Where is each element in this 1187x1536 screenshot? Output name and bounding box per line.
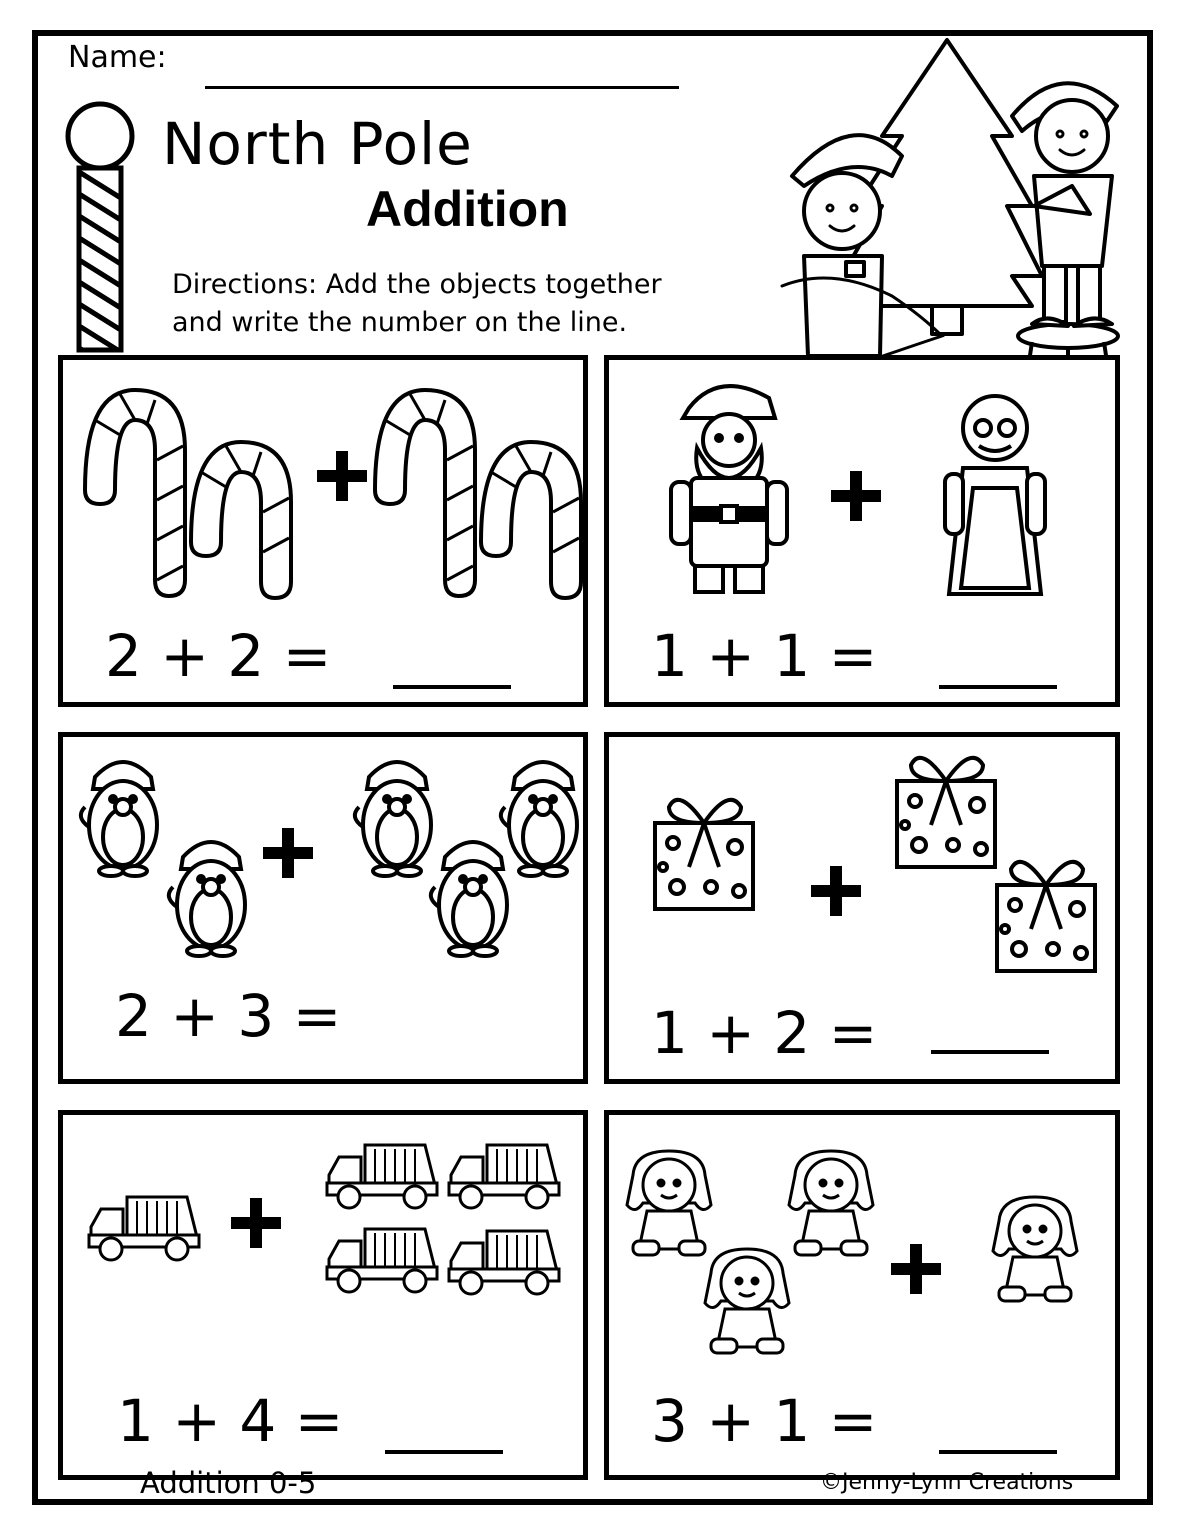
- answer-line[interactable]: [931, 1050, 1049, 1054]
- equation: 2 + 2 =: [105, 622, 332, 690]
- problem-box-penguins: [58, 732, 588, 1084]
- dump-truck-icon: [327, 1145, 437, 1208]
- problem-box-presents: [604, 732, 1120, 1084]
- name-label: Name:: [68, 40, 167, 75]
- candy-cane-pictures: [63, 360, 583, 610]
- candy-cane-icon: [85, 390, 185, 596]
- problem-box-santa: [604, 355, 1120, 707]
- equation: 2 + 3 =: [115, 982, 342, 1050]
- plus-icon: [231, 1198, 281, 1248]
- penguin-icon: [169, 842, 245, 956]
- equation: 1 + 4 =: [117, 1387, 344, 1455]
- penguin-pictures: [63, 737, 583, 987]
- truck-pictures: [63, 1115, 583, 1365]
- problem-box-candy-canes: [58, 355, 588, 707]
- dump-truck-icon: [327, 1229, 437, 1292]
- penguin-icon: [431, 842, 507, 956]
- directions-line-1: Directions: Add the objects together: [172, 269, 662, 300]
- answer-line[interactable]: [939, 1450, 1057, 1454]
- present-pictures: [609, 737, 1115, 987]
- equation: 1 + 2 =: [651, 999, 878, 1067]
- plus-icon: [891, 1244, 941, 1294]
- penguin-icon: [81, 762, 157, 876]
- present-icon: [655, 800, 753, 909]
- santa-icon: [671, 386, 787, 592]
- candy-cane-icon: [375, 390, 475, 596]
- mrs-claus-icon: [945, 396, 1045, 594]
- doll-icon: [627, 1151, 711, 1255]
- dump-truck-icon: [89, 1197, 199, 1260]
- doll-icon: [705, 1249, 789, 1353]
- answer-line[interactable]: [393, 685, 511, 689]
- dump-truck-icon: [449, 1145, 559, 1208]
- name-write-line[interactable]: [205, 86, 679, 89]
- equation: 3 + 1 =: [651, 1387, 878, 1455]
- present-icon: [997, 862, 1095, 971]
- answer-line[interactable]: [385, 1450, 503, 1454]
- answer-line[interactable]: [939, 685, 1057, 689]
- plus-icon: [263, 828, 313, 878]
- plus-icon: [831, 471, 881, 521]
- directions: [172, 266, 772, 342]
- directions-line-2: and write the number on the line.: [172, 307, 628, 338]
- equation: 1 + 1 =: [651, 622, 878, 690]
- title-addition: Addition: [366, 181, 569, 237]
- candy-cane-icon: [481, 442, 581, 598]
- present-icon: [897, 758, 995, 867]
- problem-box-dolls: [604, 1110, 1120, 1480]
- penguin-icon: [355, 762, 431, 876]
- plus-icon: [317, 451, 367, 501]
- problem-box-trucks: [58, 1110, 588, 1480]
- penguin-icon: [501, 762, 577, 876]
- doll-pictures: [609, 1115, 1115, 1365]
- plus-icon: [811, 866, 861, 916]
- north-pole-icon: [60, 100, 140, 356]
- elves-tree-icon: [772, 36, 1132, 388]
- title-north-pole: North Pole: [162, 110, 473, 178]
- doll-icon: [789, 1151, 873, 1255]
- footer-worksheet-label: Addition 0-5: [140, 1466, 317, 1500]
- dump-truck-icon: [449, 1231, 559, 1294]
- candy-cane-icon: [191, 442, 291, 598]
- doll-icon: [993, 1197, 1077, 1301]
- footer-copyright: ©Jenny-Lynn Creations: [820, 1470, 1074, 1495]
- santa-pictures: [609, 360, 1115, 610]
